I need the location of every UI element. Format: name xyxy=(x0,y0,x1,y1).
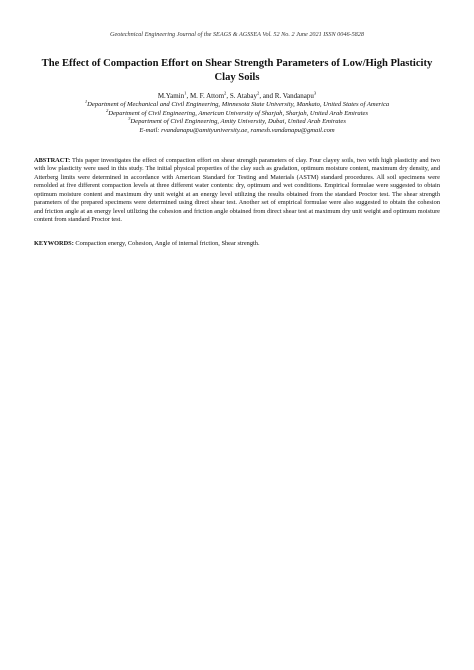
author-name: M. F. Attom xyxy=(189,92,225,100)
email-line xyxy=(0,127,474,136)
paper-title: The Effect of Compaction Effort on Shear Strength Parameters of Low/High Plasticity Clay Soils xyxy=(41,58,433,83)
author-affiliation-marker: 2 xyxy=(224,90,227,96)
affiliation-text: Department of Civil Engineering, American University of Sharjah, Sharjah, United Arab Emirates xyxy=(108,109,369,117)
abstract-paragraph xyxy=(34,157,440,225)
email-addresses[interactable]: rvandanapu@amityuniversity.ae, ramesh.vandanapu@gmail.com xyxy=(161,127,335,135)
author-affiliation-marker: 3 xyxy=(313,90,317,96)
affiliation-marker: 3 xyxy=(128,116,131,122)
affiliation-marker: 1 xyxy=(84,98,88,104)
author-list xyxy=(0,92,474,101)
affiliation-block xyxy=(0,98,474,136)
author-name: S. Atabay xyxy=(229,92,258,100)
keywords-text: Compaction energy, Cohesion, Angle of internal friction, Shear strength. xyxy=(75,240,260,247)
affiliation-text: Department of Civil Engineering, Amity University, Dubai, United Arab Emirates xyxy=(130,118,346,126)
affiliation-text: Department of Mechanical and Civil Engineering, Minnesota State University, Mankato, United States of America xyxy=(87,101,390,108)
author-name: M.Yamin xyxy=(157,92,185,100)
keywords-label: KEYWORDS: xyxy=(34,240,74,247)
author-affiliation-marker: 1 xyxy=(184,90,187,96)
abstract-text: This paper investigates the effect of compaction effort on shear strength parameters of clay. Four clayey soils, two with high plasticity and two with low plasticity were used in this study. The initial physical properties of the clay such as gradation, optimum moisture content, maximum dry density, and Atterberg limits were determined in accordance with American Standard for Testing and Materials (ASTM) standard procedures. All soil specimens were remolded at five different compaction levels at three different water contents: dry, optimum and wet conditions. Empirical formulae were suggested to obtain optimum moisture content and maximum dry unit weight at an energy level utilizing the results obtained from the standard Proctor test. The shear strength parameters of the prepared specimens were determined using direct shear test. Another set of empirical formulae were also suggested to obtain the cohesion and friction angle at an energy level utilizing the cohesion and friction angle obtained from direct shear test at maximum dry unit weight and optimum moisture content from standard Proctor test. xyxy=(34,157,440,224)
author-affiliation-marker: 2 xyxy=(257,90,260,96)
affiliation-line xyxy=(0,118,474,127)
author-separator: , xyxy=(226,92,230,100)
journal-header: Geotechnical Engineering Journal of the SEAGS & AGSSEA Vol. 52 No. 2 June 2021 ISSN 0046-5828 xyxy=(110,31,364,38)
affiliation-line xyxy=(0,98,474,110)
keywords-paragraph xyxy=(34,240,440,248)
author-separator: , and xyxy=(259,92,275,100)
affiliation-marker: 2 xyxy=(105,107,109,113)
email-label: E-mail: xyxy=(139,127,160,135)
abstract-label: ABSTRACT: xyxy=(34,157,71,164)
author-name: R. Vandanapu xyxy=(274,92,314,100)
author-separator: , xyxy=(186,92,190,100)
